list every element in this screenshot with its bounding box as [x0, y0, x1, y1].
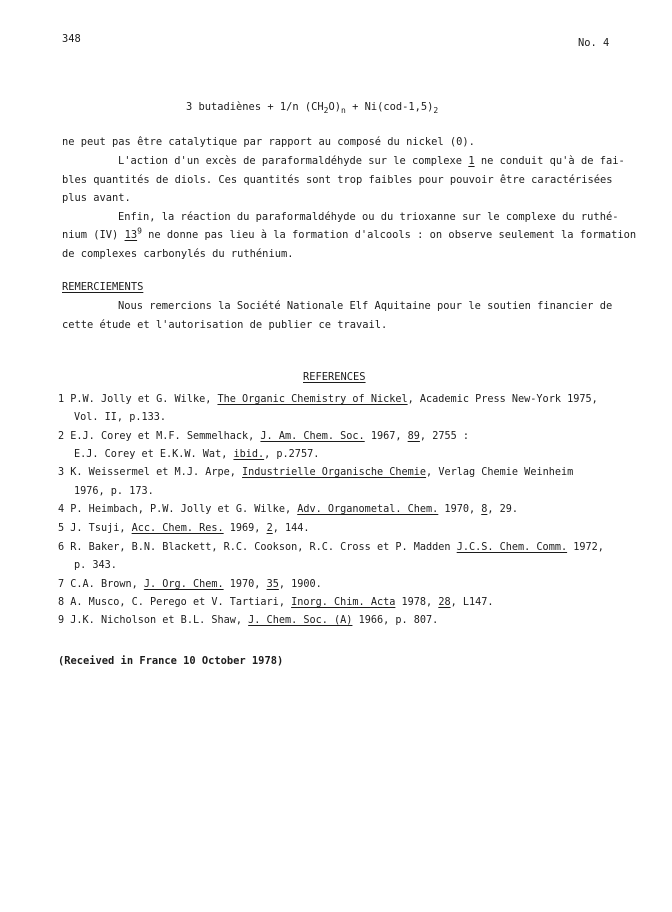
reference-details: , Verlag Chemie Weinheim: [426, 467, 574, 478]
reference-source: Industrielle Organische Chemie: [242, 467, 427, 478]
reference-source: Inorg. Chim. Acta: [291, 597, 396, 608]
reference-number: 7: [58, 579, 65, 590]
reference-authors: J. Tsuji,: [70, 523, 132, 534]
reference-details: 1970,: [438, 504, 482, 515]
reference-volume: 35: [266, 579, 279, 590]
reference-number: 6: [58, 542, 65, 553]
reference-source: J. Chem. Soc. (A): [248, 615, 353, 626]
reference-source: Acc. Chem. Res.: [131, 523, 224, 534]
reference-number: 9: [58, 615, 65, 626]
equation-mid: O): [328, 101, 341, 113]
body-text: ne conduit qu'à de fai-: [474, 155, 625, 167]
reference-details: 1966, p. 807.: [352, 615, 439, 626]
body-line: de complexes carbonylés du ruthénium.: [62, 248, 294, 260]
acknowledgements-heading: REMERCIEMENTS: [62, 281, 144, 293]
equation-subscript: n: [340, 106, 346, 116]
acknowledgements-line: cette étude et l'autorisation de publier ce travail.: [62, 319, 388, 331]
reference-number: 3: [58, 467, 65, 478]
reference-details: , 1900.: [278, 579, 322, 590]
reference-authors: J.K. Nicholson et B.L. Shaw,: [70, 615, 249, 626]
body-line: [62, 226, 637, 241]
equation-right: + Ni(cod-1,5): [345, 101, 434, 113]
reference-number: 5: [58, 523, 65, 534]
reference-source: J. Org. Chem.: [143, 579, 224, 590]
page-number: 348: [62, 33, 81, 45]
reference-details: , p.2757.: [264, 449, 320, 460]
reference-source: J.C.S. Chem. Comm.: [456, 542, 568, 553]
reference-details: 1978,: [395, 597, 439, 608]
reference-source: The Organic Chemistry of Nickel: [217, 394, 408, 405]
reference-number: 2: [58, 431, 65, 442]
body-line: Enfin, la réaction du paraformaldéhyde ou du trioxanne sur le complexe du ruthé-: [118, 211, 619, 223]
reference-number: 1: [58, 394, 65, 405]
reaction-equation: [186, 101, 439, 116]
reference-details: 1970,: [223, 579, 267, 590]
equation-subscript: 2: [323, 106, 329, 116]
reference-source: Adv. Organometal. Chem.: [297, 504, 439, 515]
reference-authors: K. Weissermel et M.J. Arpe,: [70, 467, 243, 478]
reference-authors: E.J. Corey et M.F. Semmelhack,: [70, 431, 261, 442]
reference-volume: 89: [407, 431, 420, 442]
reference-authors: C.A. Brown,: [70, 579, 144, 590]
reference-source: J. Am. Chem. Soc.: [260, 431, 365, 442]
reference-continuation: p. 343.: [74, 560, 117, 571]
reference-details: , 144.: [272, 523, 310, 534]
reference-item: [58, 579, 322, 590]
reference-authors: A. Musco, C. Perego et V. Tartiari,: [70, 597, 292, 608]
references-heading: REFERENCES: [303, 371, 366, 383]
equation-subscript: 2: [433, 106, 439, 116]
reference-authors: E.J. Corey et E.K.W. Wat,: [74, 449, 234, 460]
reference-item: [58, 394, 598, 405]
reference-authors: P. Heimbach, P.W. Jolly et G. Wilke,: [70, 504, 298, 515]
acknowledgements-line: Nous remercions la Société Nationale Elf Aquitaine pour le soutien financier de: [118, 300, 613, 312]
reference-details: , 29.: [487, 504, 519, 515]
reference-details: , L147.: [450, 597, 494, 608]
reference-number: 4: [58, 504, 65, 515]
reference-item: [58, 542, 604, 553]
reference-item: [58, 467, 573, 478]
body-text: ne donne pas lieu à la formation d'alcools : on observe seulement la formation: [141, 229, 637, 241]
body-line: bles quantités de diols. Ces quantités sont trop faibles pour pouvoir être caractérisées: [62, 174, 613, 186]
compound-ref: 13: [124, 229, 138, 241]
reference-item: [58, 615, 438, 626]
reference-volume: 8: [481, 504, 488, 515]
body-line: ne peut pas être catalytique par rapport au composé du nickel (0).: [62, 136, 475, 148]
reference-details: , Academic Press New-York 1975,: [407, 394, 598, 405]
reference-volume: 28: [438, 597, 451, 608]
reference-volume: 2: [266, 523, 273, 534]
equation-left: 3 butadiènes + 1/n (CH: [186, 101, 324, 113]
citation-superscript: 9: [137, 226, 142, 236]
body-text: L'action d'un excès de paraformaldéhyde sur le complexe: [118, 155, 469, 167]
received-date: (Received in France 10 October 1978): [58, 655, 284, 667]
reference-details: 1972,: [567, 542, 604, 553]
body-line: [118, 155, 625, 167]
reference-item: [58, 431, 469, 442]
reference-number: 8: [58, 597, 65, 608]
reference-continuation: 1976, p. 173.: [74, 486, 154, 497]
issue-number: No. 4: [578, 37, 610, 49]
reference-source: ibid.: [233, 449, 265, 460]
reference-details: 1969,: [223, 523, 267, 534]
body-line: plus avant.: [62, 192, 131, 204]
reference-continuation: Vol. II, p.133.: [74, 412, 167, 423]
reference-item: [58, 597, 494, 608]
reference-continuation: [74, 449, 319, 460]
reference-item: [58, 523, 310, 534]
reference-item: [58, 504, 518, 515]
reference-authors: P.W. Jolly et G. Wilke,: [70, 394, 218, 405]
compound-ref: 1: [468, 155, 475, 167]
reference-details: 1967,: [364, 431, 408, 442]
reference-authors: R. Baker, B.N. Blackett, R.C. Cookson, R.C. Cross et P. Madden: [70, 542, 457, 553]
body-text: nium (IV): [62, 229, 125, 241]
reference-details: , 2755 :: [419, 431, 469, 442]
